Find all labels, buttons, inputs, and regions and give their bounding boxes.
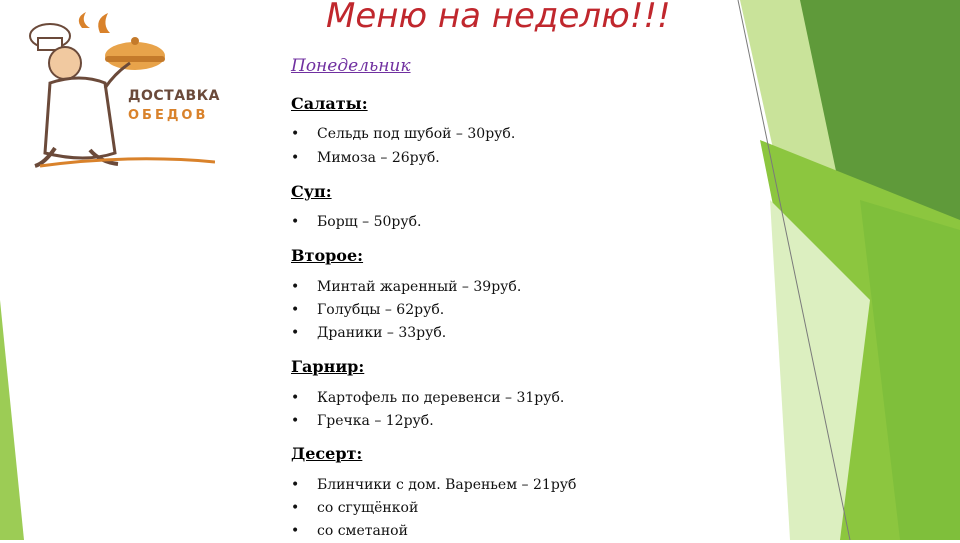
bullet-icon: • — [291, 413, 300, 429]
bullet-icon: • — [291, 500, 300, 516]
section-heading-dessert: Десерт: — [291, 444, 363, 463]
section-heading-main: Второе: — [291, 246, 364, 265]
section-heading-soup: Суп: — [291, 182, 332, 201]
bullet-icon: • — [291, 325, 300, 341]
day-heading: Понедельник — [291, 56, 411, 76]
section-heading-salads: Салаты: — [291, 94, 368, 113]
bullet-icon: • — [291, 477, 300, 493]
brand-line1: ДОСТАВКА — [128, 88, 220, 104]
bullet-icon: • — [291, 126, 300, 142]
bullet-icon: • — [291, 279, 300, 295]
bullet-icon: • — [291, 214, 300, 230]
bullet-icon: • — [291, 390, 300, 406]
page-title: Меню на неделю!!! — [326, 0, 671, 36]
green-strip-left — [0, 300, 24, 540]
bullet-icon: • — [291, 302, 300, 318]
brand-line2: ОБЕДОВ — [128, 108, 209, 123]
bullet-icon: • — [291, 523, 300, 539]
brand-logo — [10, 8, 220, 173]
bullet-icon: • — [291, 150, 300, 166]
section-heading-side: Гарнир: — [291, 357, 365, 376]
